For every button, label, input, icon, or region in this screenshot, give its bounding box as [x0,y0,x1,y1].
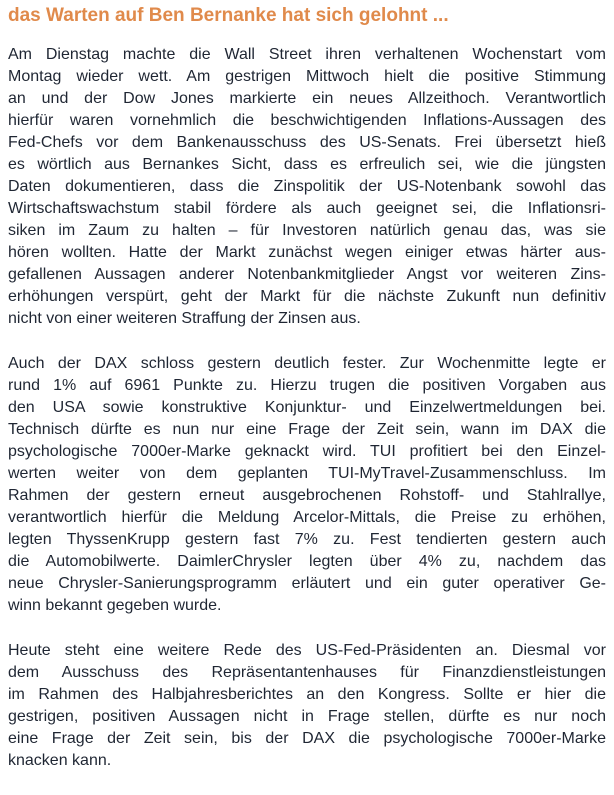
text-line: es wörtlich aus Bernankes Sicht, dass es erfreulich sei, wie die jüngsten [8,156,606,173]
text-line: hören wollten. Hatte der Markt zunächst wegen einiger etwas härter aus- [8,244,606,261]
text-line: den USA sowie konstruktive Konjunktur- und Einzelwertmeldungen bei. [8,399,606,416]
text-line: psychologische 7000er-Marke geknackt wird. TUI profitiert bei den Einzel- [8,443,606,460]
text-line: im Rahmen des Halbjahresberichtes an den Kongress. Sollte er hier die [8,686,606,703]
text-line: knacken kann. [8,752,112,769]
text-line: Daten dokumentieren, dass die Zinspolitik der US-Notenbank sowohl das [8,178,606,195]
text-line: hierfür waren vornehmlich die beschwichtigenden Inflations-Aussagen des [8,112,606,129]
paragraph-3 [8,640,606,772]
text-line: Fed-Chefs vor dem Bankenausschuss des US-Senats. Frei übersetzt hieß [8,134,606,151]
paragraph-2 [8,353,606,617]
text-line: werten weiter von dem geplanten TUI-MyTravel-Zusammenschluss. Im [8,465,606,482]
paragraph-1 [8,44,606,330]
text-line: gestrigen, positiven Aussagen nicht in Frage stellen, dürfte es nur noch [8,708,606,725]
text-line: legten ThyssenKrupp gestern fast 7% zu. Fest tendierten gestern auch [8,531,606,548]
text-line: nicht von einer weiteren Straffung der Zinsen aus. [8,310,361,327]
text-line: winn bekannt gegeben wurde. [8,597,222,614]
article [8,4,606,795]
article-headline: das Warten auf Ben Bernanke hat sich gelohnt ... [8,5,449,26]
text-line: Technisch dürfte es nun nur eine Frage der Zeit sein, wann im DAX die [8,421,606,438]
text-line: die Automobilwerte. DaimlerChrysler legten über 4% zu, nachdem das [8,553,606,570]
text-line: verantwortlich hierfür die Meldung Arcelor-Mittals, die Preise zu erhöhen, [8,509,606,526]
text-line: siken im Zaum zu halten – für Investoren natürlich genau das, was sie [8,222,606,239]
text-line: Rahmen der gestern erneut ausgebrochenen Rohstoff- und Stahlrallye, [8,487,606,504]
text-line: Montag wieder wett. Am gestrigen Mittwoch hielt die positive Stimmung [8,68,606,85]
text-line: Auch der DAX schloss gestern deutlich fester. Zur Wochenmitte legte er [8,355,606,372]
text-line: an und der Dow Jones markierte ein neues Allzeithoch. Verantwortlich [8,90,606,107]
text-line: dem Ausschuss des Repräsentantenhauses für Finanzdienstleistungen [8,664,606,681]
text-line: Heute steht eine weitere Rede des US-Fed-Präsidenten an. Diesmal vor [8,642,606,659]
text-line: Wirtschaftswachstum stabil fördere als auch geeignet sei, die Inflationsri- [8,200,606,217]
text-line: Am Dienstag machte die Wall Street ihren verhaltenen Wochenstart vom [8,46,606,63]
text-line: neue Chrysler-Sanierungsprogramm erläutert und ein guter operativer Ge- [8,575,606,592]
text-line: eine Frage der Zeit sein, bis der DAX die psychologische 7000er-Marke [8,730,606,747]
text-line: gefallenen Aussagen anderer Notenbankmitglieder Angst vor weiteren Zins- [8,266,606,283]
text-line: rund 1% auf 6961 Punkte zu. Hierzu trugen die positiven Vorgaben aus [8,377,606,394]
text-line: erhöhungen verspürt, geht der Markt für die nächste Zukunft nun definitiv [8,288,606,305]
